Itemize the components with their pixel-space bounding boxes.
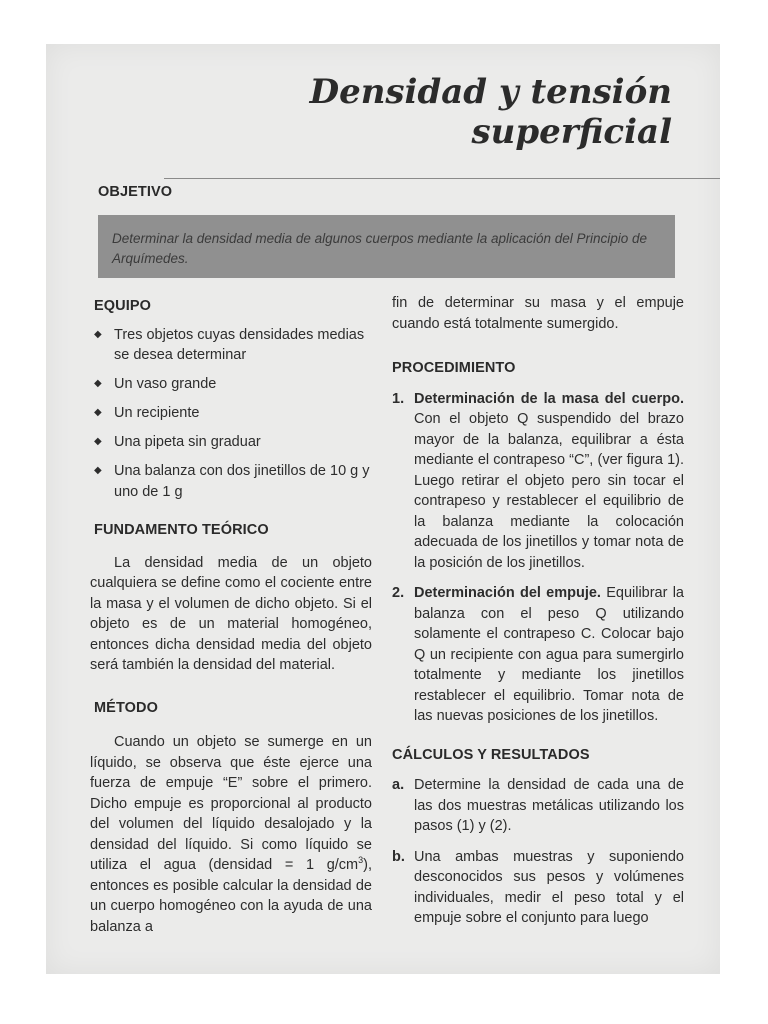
continuation-text: fin de determinar su masa y el empuje cuando está totalmente sumergido. bbox=[392, 295, 684, 332]
equipo-heading: EQUIPO bbox=[94, 298, 151, 314]
procedimiento-heading: PROCEDIMIENTO bbox=[392, 360, 516, 376]
right-column bbox=[392, 293, 684, 939]
page-title bbox=[310, 72, 672, 152]
list-item: 1. Determinación de la masa del cuerpo. Con el objeto Q suspendido del brazo mayor de la balanza, equilibrar a ésta mediante el contrapeso “C”, (ver figura 1). Luego retirar el objeto pero sin tocar el contrapeso y restablecer el equilibrio de la balanza mediante la colocación adecuada de los jinetillos y tomar nota de la posición de los jinetillos. bbox=[392, 390, 684, 571]
fundamento-text: La densidad media de un objeto cualquiera se define como el cociente entre la masa y el volumen de dicho objeto. Si el objeto es de un material homogéneo, entonces dicha densidad media del objeto será también la densidad del material. bbox=[90, 554, 372, 673]
title-line-2: superficial bbox=[471, 112, 672, 152]
list-item: ◆ Una balanza con dos jinetillos de 10 g y uno de 1 g bbox=[94, 463, 370, 500]
objetivo-heading: OBJETIVO bbox=[98, 184, 173, 200]
metodo-text: Cuando un objeto se sumerge en un líquido, se observa que éste ejerce una fuerza de empuje “E” sobre el primero. Dicho empuje es proporcional al producto del volumen del líquido desalojado y la densidad del líquido. Si como líquido se utiliza el agua (densidad = 1 $g/cm^3$), entonces es posible calcular la densidad de un cuerpo homogéneo con la ayuda de una balanza a bbox=[90, 734, 372, 935]
list-item: ◆ Un vaso grande bbox=[90, 374, 372, 395]
calculos-list bbox=[392, 775, 684, 929]
objetivo-text: Determinar la densidad media de algunos cuerpos mediante la aplicación del Principio de Arquímedes. bbox=[112, 231, 648, 266]
metodo-heading: MÉTODO bbox=[94, 699, 158, 716]
list-item: ◆ Un recipiente bbox=[90, 403, 372, 424]
list-item: ◆ Una pipeta sin graduar bbox=[90, 432, 372, 453]
list-item: b. Una ambas muestras y suponiendo desconocidos sus pesos y volúmenes individuales, medir el peso total y el empuje sobre el conjunto para luego bbox=[392, 848, 684, 926]
document-page bbox=[46, 44, 720, 974]
bullet-icon: ◆ bbox=[94, 407, 102, 418]
bullet-icon: ◆ bbox=[94, 378, 102, 389]
title-line-1: Densidad y tensión bbox=[309, 72, 672, 112]
procedimiento-list bbox=[392, 389, 684, 727]
bullet-icon: ◆ bbox=[94, 436, 102, 447]
calculos-heading: CÁLCULOS Y RESULTADOS bbox=[392, 746, 590, 763]
list-item: ◆ Tres objetos cuyas densidades medias se desea determinar bbox=[94, 326, 365, 363]
fundamento-heading: FUNDAMENTO TEÓRICO bbox=[94, 522, 269, 538]
equipo-list bbox=[90, 325, 372, 503]
title-divider bbox=[164, 178, 720, 179]
left-column bbox=[90, 296, 372, 937]
bullet-icon: ◆ bbox=[94, 465, 102, 476]
list-item: 2. Determinación del empuje. Equilibrar la balanza con el peso Q utilizando solamente el contrapeso C. Colocar bajo Q un recipiente con agua para sumergirlo totalmente y mediante los jinetillos restablecer el equilibrio. Tomar nota de las nuevas posiciones de los jinetillos. bbox=[392, 585, 684, 724]
bullet-icon: ◆ bbox=[94, 328, 102, 340]
list-item: a. Determine la densidad de cada una de las dos muestras metálicas utilizando los pasos (1) y (2). bbox=[392, 777, 684, 834]
